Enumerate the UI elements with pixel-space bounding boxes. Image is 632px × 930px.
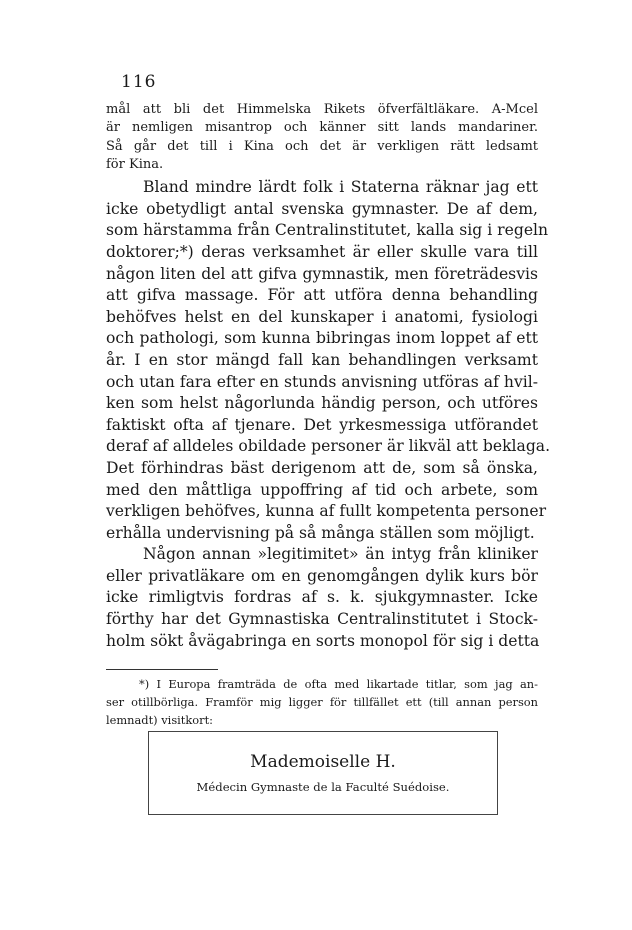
text-line: Bland mindre lärdt folk i Staterna räknar jag ett [143, 178, 538, 197]
text-line: erhålla undervisning på så många ställen som möjligt. [106, 523, 535, 542]
text-line: som härstamma från Centralinstitutet, kalla sig i regeln [106, 221, 549, 240]
text-line: ken som helst någorlunda händig person, och utföres [106, 394, 538, 413]
footnote [106, 675, 538, 729]
text-line: Någon annan »legitimitet» än intyg från kliniker [143, 545, 538, 564]
footnote-line: ser otillbörliga. Framför mig ligger för tillfället ett (till annan person [106, 695, 538, 709]
text-line: verkligen behöfves, kunna af fullt kompetenta personer [106, 502, 547, 521]
text-line: förthy har det Gymnastiska Centralinstitutet i Stock- [106, 610, 538, 629]
text-line: holm sökt åvägabringa en sorts monopol för sig i detta [106, 631, 540, 650]
visiting-card-name: Mademoiselle H. [250, 752, 396, 772]
text-line: är nemligen misantrop och känner sitt lands mandariner. [106, 120, 538, 136]
visiting-card-title: Médecin Gymnaste de la Faculté Suédoise. [196, 780, 450, 794]
text-line: mål att bli det Himmelska Rikets öfverfältläkare. A-Mcel [106, 102, 538, 117]
text-line: och pathologi, som kunna bibringas inom loppet af ett [106, 329, 538, 348]
text-line: år. I en stor mängd fall kan behandlingen verksamt [106, 350, 538, 369]
text-line: doktorer;*) deras verksamhet är eller skulle vara till [106, 242, 538, 261]
text-line: behöfves helst en del kunskaper i anatomi, fysiologi [106, 307, 538, 326]
text-line: med den måttliga uppoffring af tid och arbete, som [106, 480, 538, 499]
page-number: 116 [121, 72, 157, 92]
text-line: någon liten del att gifva gymnastik, men företrädesvis [106, 264, 538, 283]
text-line: och utan fara efter en stunds anvisning utföras af hvil- [106, 372, 538, 391]
text-line: att gifva massage. För att utföra denna behandling [106, 286, 538, 305]
text-line: eller privatläkare om en genomgången dylik kurs bör [106, 566, 538, 585]
footnote-line: *) I Europa framträda de ofta med likartade titlar, som jag an- [139, 677, 538, 691]
footnote-rule [106, 669, 218, 670]
text-line: Så går det till i Kina och det är verkligen rätt ledsamt [106, 138, 538, 154]
text-line: faktiskt ofta af tjenare. Det yrkesmessiga utförandet [106, 415, 538, 434]
text-line: icke obetydligt antal svenska gymnaster. De af dem, [106, 199, 538, 218]
text-line: deraf af alldeles obildade personer är likväl att beklaga. [106, 437, 551, 456]
body-text [106, 101, 551, 652]
footnote-line: lemnadt) visitkort: [106, 713, 214, 727]
visiting-card [148, 731, 498, 815]
text-line: för Kina. [106, 156, 164, 172]
text-line: icke rimligtvis fordras af s. k. sjukgymnaster. Icke [106, 588, 538, 607]
text-line: Det förhindras bäst derigenom att de, som så önska, [106, 458, 538, 477]
